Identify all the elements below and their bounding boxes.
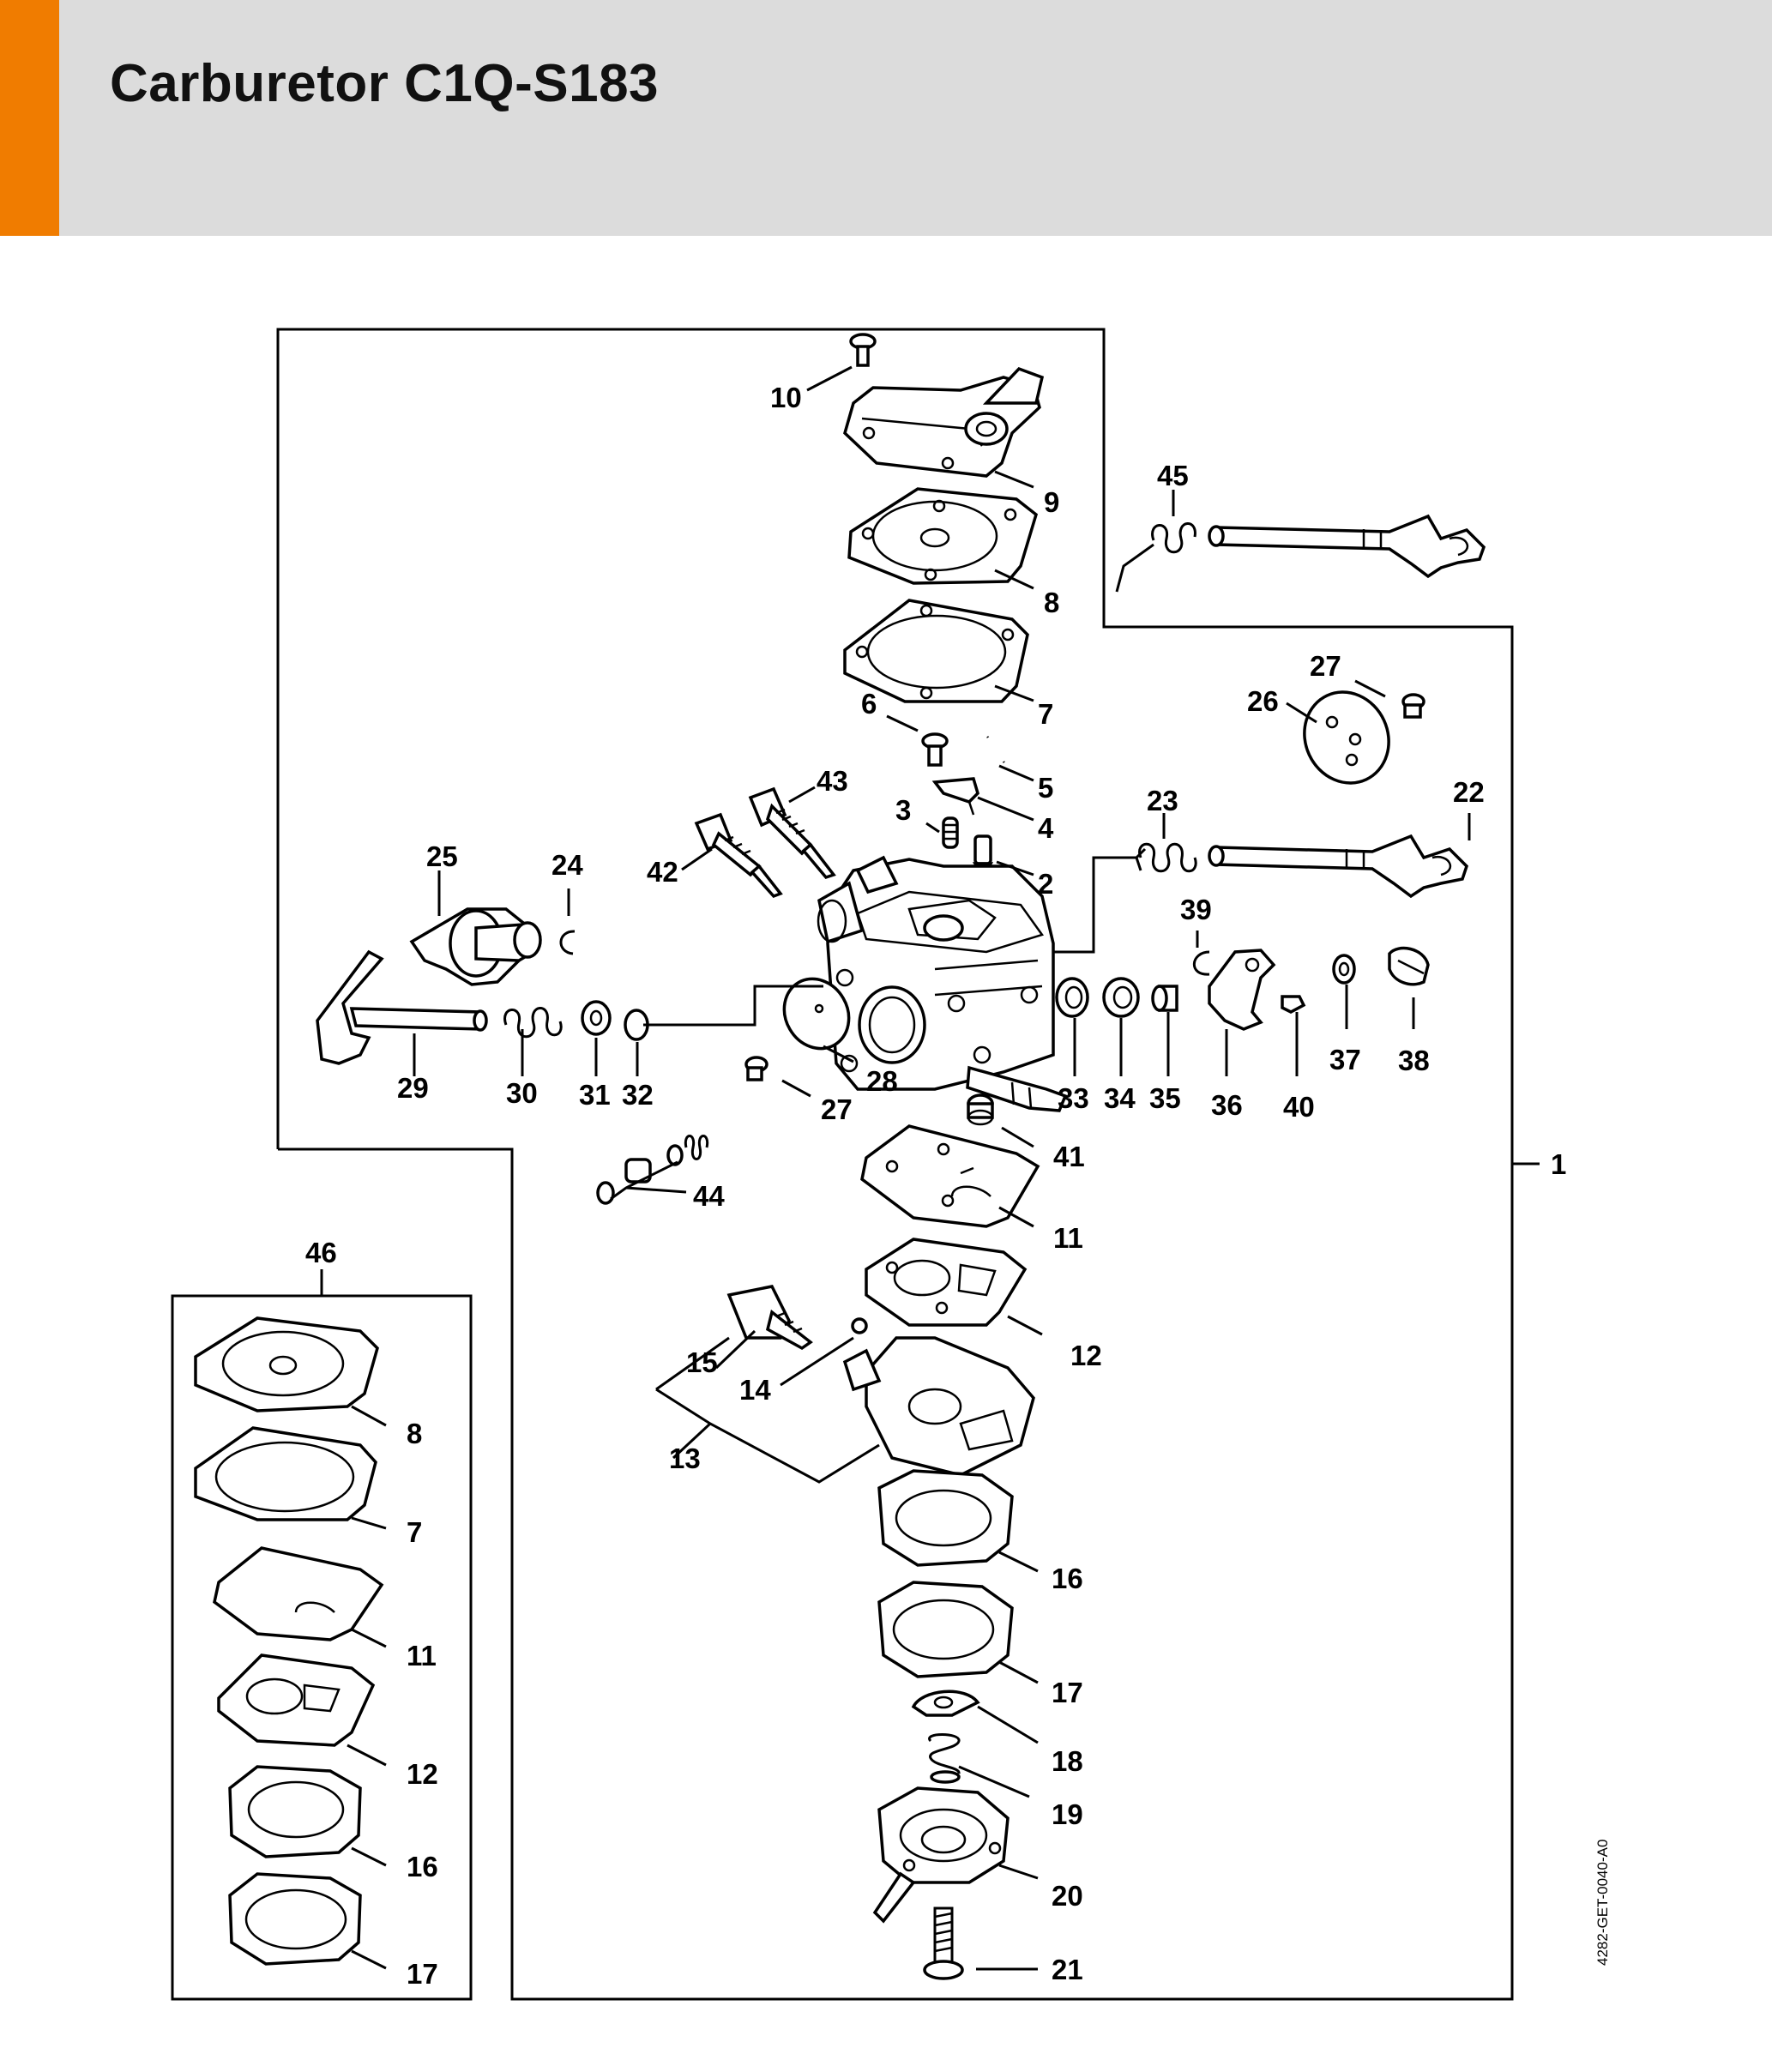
- kit-callout-11: 11: [407, 1640, 437, 1671]
- callout-44: 44: [693, 1180, 725, 1212]
- callout-26: 26: [1247, 685, 1279, 717]
- callout-4: 4: [1038, 812, 1054, 844]
- callout-34: 34: [1104, 1082, 1136, 1114]
- callout-39: 39: [1180, 894, 1212, 925]
- callout-8: 8: [1044, 587, 1060, 618]
- shaft-bearing-parts: [1057, 979, 1177, 1016]
- callout-13: 13: [669, 1443, 701, 1474]
- callout-6: 6: [861, 688, 877, 720]
- kit-callout-8: 8: [407, 1418, 423, 1449]
- check-valve-parts: [598, 1136, 708, 1204]
- throttle-shaft-part: [1209, 836, 1467, 896]
- callout-14: 14: [739, 1374, 771, 1406]
- callout-33: 33: [1058, 1082, 1089, 1114]
- callout-12: 12: [1070, 1340, 1102, 1371]
- callout-46: 46: [305, 1237, 337, 1268]
- callout-36: 36: [1211, 1089, 1243, 1121]
- metering-cover-part: [845, 369, 1042, 476]
- pump-cover-part: [875, 1788, 1008, 1921]
- washer-part: [582, 1002, 648, 1039]
- callout-18: 18: [1052, 1745, 1083, 1777]
- callout-28: 28: [866, 1065, 898, 1097]
- small-valve-parts: [923, 734, 1004, 876]
- kit-callout-17: 17: [407, 1958, 438, 1990]
- valve-spring-parts: [913, 1691, 978, 1782]
- callout-37: 37: [1329, 1044, 1361, 1075]
- callout-42: 42: [647, 856, 678, 888]
- throttle-plate-part: [1290, 678, 1424, 797]
- carburetor-body-part: [818, 858, 1065, 1111]
- page-title: Carburetor C1Q-S183: [110, 54, 660, 113]
- callout-32: 32: [622, 1079, 654, 1111]
- callout-2: 2: [1038, 868, 1054, 900]
- callout-27b: 27: [821, 1093, 853, 1125]
- callout-41: 41: [1053, 1141, 1085, 1172]
- callout-11: 11: [1053, 1222, 1083, 1254]
- callout-27a: 27: [1310, 650, 1341, 682]
- screw-part: [851, 334, 875, 365]
- callout-29: 29: [397, 1072, 429, 1104]
- kit-gaskets: [196, 1318, 382, 1964]
- callout-22: 22: [1453, 776, 1485, 808]
- callout-38: 38: [1398, 1045, 1430, 1076]
- gasket-part: [845, 600, 1028, 702]
- return-spring-part: [1136, 844, 1196, 871]
- callout-15: 15: [686, 1346, 718, 1378]
- callout-9: 9: [1044, 486, 1060, 518]
- callout-16: 16: [1052, 1563, 1083, 1594]
- callout-25: 25: [426, 840, 458, 872]
- kit-callout-16: 16: [407, 1851, 438, 1882]
- callout-30: 30: [506, 1077, 538, 1109]
- coil-spring-part: [505, 1008, 562, 1036]
- callout-5: 5: [1038, 772, 1054, 804]
- callout-24: 24: [551, 849, 583, 881]
- choke-shaft-part: [1209, 516, 1484, 576]
- gasket-part: [862, 1126, 1038, 1226]
- pump-diaphragm-part: [849, 489, 1036, 583]
- callout-17: 17: [1052, 1677, 1083, 1708]
- callout-19: 19: [1052, 1798, 1083, 1830]
- kit-callout-12: 12: [407, 1758, 438, 1790]
- callout-23: 23: [1147, 785, 1178, 816]
- callout-31: 31: [579, 1079, 611, 1111]
- callout-40: 40: [1283, 1091, 1315, 1123]
- filter-screen-part: [968, 1095, 992, 1124]
- torsion-spring-part: [1117, 523, 1195, 592]
- callout-35: 35: [1149, 1082, 1181, 1114]
- callout-43: 43: [817, 765, 848, 797]
- callout-7: 7: [1038, 698, 1054, 730]
- choke-lever-part: [412, 909, 540, 985]
- throttle-lever-part: [1209, 949, 1428, 1029]
- diaphragm-gasket-parts: [879, 1471, 1012, 1677]
- adjusting-screw-parts: [696, 789, 834, 896]
- callout-3: 3: [895, 794, 912, 826]
- screw-part: [925, 1908, 962, 1979]
- callout-1: 1: [1551, 1148, 1567, 1180]
- callout-20: 20: [1052, 1880, 1083, 1912]
- metering-diaphragm-part: [866, 1239, 1025, 1325]
- callout-45: 45: [1157, 460, 1189, 491]
- callout-21: 21: [1052, 1954, 1083, 1985]
- callout-10: 10: [770, 382, 802, 413]
- drawing-code: 4282-GET-0040-A0: [1594, 1839, 1611, 1966]
- kit-callout-7: 7: [407, 1516, 423, 1548]
